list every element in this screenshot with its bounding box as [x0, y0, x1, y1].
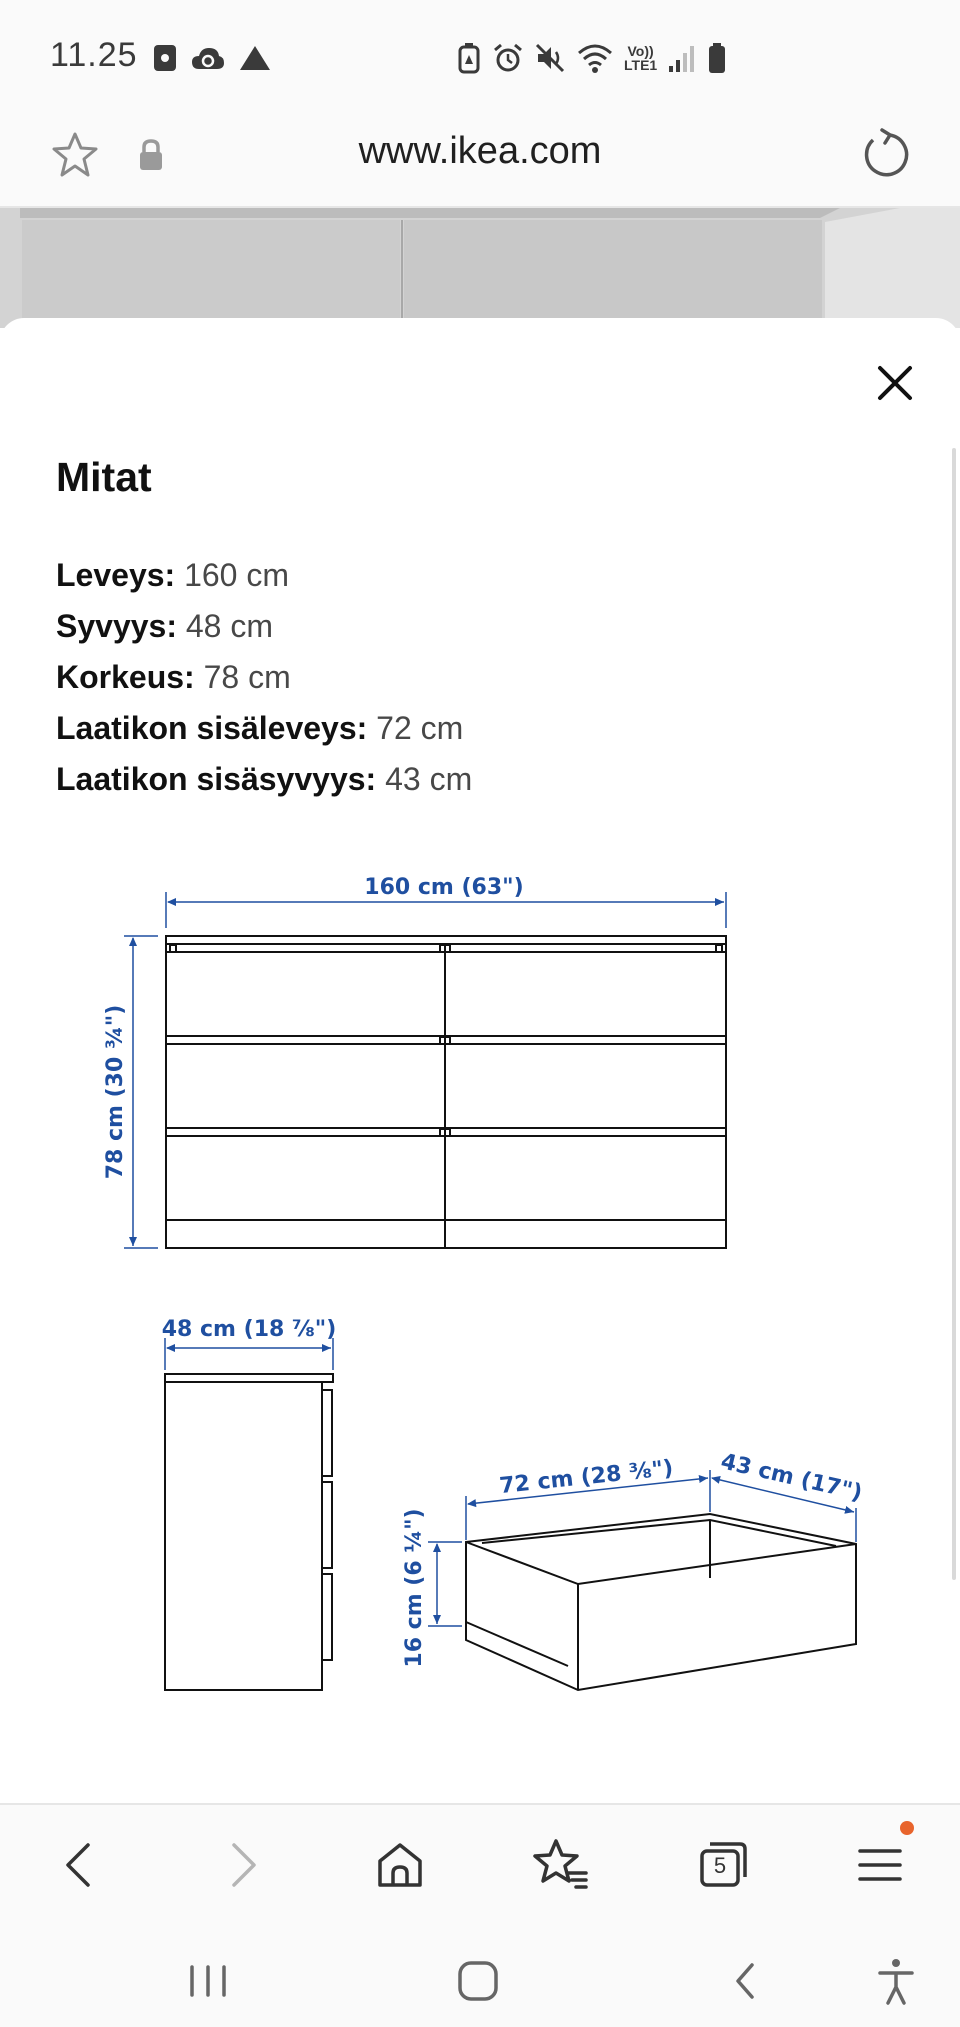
side-depth-label: 48 cm (18 ⅞") — [161, 1317, 337, 1342]
back-nav-button[interactable] — [716, 1951, 776, 2011]
background-product-image — [0, 208, 960, 328]
reload-icon[interactable] — [860, 128, 912, 180]
warning-triangle-icon — [238, 43, 272, 73]
front-view-drawing — [166, 936, 726, 1248]
home-nav-button[interactable] — [448, 1951, 508, 2011]
menu-button[interactable] — [848, 1833, 912, 1897]
drawer-width-label: 72 cm (28 ⅜") — [498, 1455, 675, 1500]
browser-toolbar — [0, 1803, 960, 1925]
recent-apps-button[interactable] — [178, 1951, 238, 2011]
forward-button[interactable] — [210, 1833, 274, 1897]
dimension-value: 48 cm — [176, 608, 274, 644]
front-height-dimension — [124, 936, 158, 1248]
front-height-label: 78 cm (30 ¾") — [103, 1004, 128, 1180]
screenshot-icon — [152, 43, 178, 73]
back-button[interactable] — [48, 1833, 112, 1897]
dimension-label: Leveys: — [56, 557, 176, 593]
browser-url-bar — [0, 110, 960, 208]
signal-icon — [667, 42, 697, 74]
dresser-photo-fragment — [0, 208, 960, 328]
drawer-height-label: 16 cm (6 ¼") — [402, 1508, 427, 1668]
dimension-value: 160 cm — [175, 557, 290, 593]
battery-saver-icon — [456, 42, 482, 74]
dimension-value: 78 cm — [194, 659, 291, 695]
system-navigation-bar — [0, 1923, 960, 2027]
alarm-icon — [492, 42, 524, 74]
network-label-bottom: LTE1 — [624, 57, 658, 73]
tabs-button[interactable] — [690, 1833, 754, 1897]
mute-icon — [534, 42, 566, 74]
status-bar — [0, 0, 960, 110]
status-left-icons — [152, 40, 272, 76]
home-button[interactable] — [368, 1833, 432, 1897]
dimension-label: Laatikon sisäsyvyys: — [56, 761, 377, 797]
url-text[interactable]: www.ikea.com — [358, 130, 602, 172]
cloud-sync-icon — [190, 43, 226, 73]
dimension-label: Korkeus: — [56, 659, 195, 695]
dimension-value: 72 cm — [367, 710, 464, 746]
network-label-top: Vo)) — [627, 43, 654, 59]
side-depth-dimension — [165, 1338, 333, 1370]
battery-icon — [707, 42, 727, 74]
status-time: 11.25 — [50, 36, 138, 74]
drawer-depth-label: 43 cm (17") — [718, 1449, 865, 1507]
tab-count: 5 — [713, 1853, 727, 1878]
side-view-drawing — [165, 1374, 333, 1690]
drawer-height-dimension — [428, 1542, 462, 1626]
bookmarks-button[interactable] — [528, 1833, 592, 1897]
status-right-icons — [456, 40, 727, 76]
dimension-label: Laatikon sisäleveys: — [56, 710, 368, 746]
drawer-drawing — [466, 1514, 856, 1690]
dimension-drawing — [0, 318, 960, 1803]
dimension-label: Syvyys: — [56, 608, 177, 644]
dimension-value: 43 cm — [376, 761, 473, 797]
wifi-icon — [576, 42, 614, 74]
front-width-label: 160 cm (63") — [364, 875, 524, 900]
notification-dot — [900, 1821, 914, 1835]
dimensions-modal — [0, 318, 960, 1803]
network-type — [624, 44, 657, 72]
modal-title: Mitat — [56, 454, 152, 500]
accessibility-button[interactable] — [866, 1951, 926, 2011]
